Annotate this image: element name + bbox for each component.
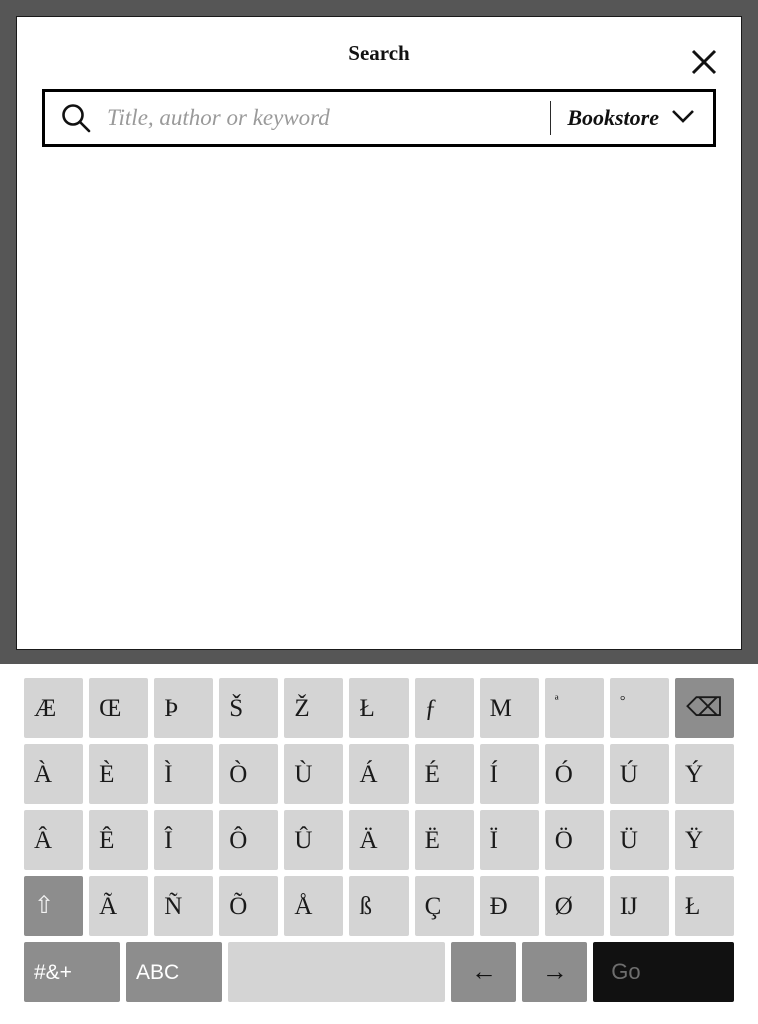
key-e-diaeresis[interactable]: Ë <box>415 810 474 870</box>
key-l-stroke-2[interactable]: Ł <box>675 876 734 936</box>
key-u-acute[interactable]: Ú <box>610 744 669 804</box>
backspace-icon: ⌫ <box>686 693 723 722</box>
key-e-grave[interactable]: È <box>89 744 148 804</box>
key-i-circumflex[interactable]: Î <box>154 810 213 870</box>
key-i-acute[interactable]: Í <box>480 744 539 804</box>
key-o-acute[interactable]: Ó <box>545 744 604 804</box>
search-results-area <box>17 157 741 649</box>
keyboard-row-2 <box>24 744 734 804</box>
key-u-diaeresis[interactable]: Ü <box>610 810 669 870</box>
chevron-down-icon <box>671 108 695 129</box>
dialog-header <box>17 17 741 85</box>
key-o-grave[interactable]: Ò <box>219 744 278 804</box>
search-scope-label: Bookstore <box>567 105 659 130</box>
key-l-stroke[interactable]: Ł <box>349 678 408 738</box>
key-a-diaeresis[interactable]: Ä <box>349 810 408 870</box>
key-thorn[interactable]: Þ <box>154 678 213 738</box>
key-u-circumflex[interactable]: Û <box>284 810 343 870</box>
keyboard-row-4 <box>24 876 734 936</box>
key-a-grave[interactable]: À <box>24 744 83 804</box>
key-u-grave[interactable]: Ù <box>284 744 343 804</box>
page-title: Search <box>348 41 410 65</box>
on-screen-keyboard <box>0 664 758 1024</box>
close-icon[interactable] <box>689 47 719 77</box>
key-e-circumflex[interactable]: Ê <box>89 810 148 870</box>
search-icon <box>45 101 107 135</box>
key-ij[interactable]: Ĳ <box>610 876 669 936</box>
key-z-caron[interactable]: Ž <box>284 678 343 738</box>
keyboard-row-5 <box>24 942 734 1002</box>
key-o-circumflex[interactable]: Ô <box>219 810 278 870</box>
key-eth[interactable]: Ð <box>480 876 539 936</box>
key-ae[interactable]: Æ <box>24 678 83 738</box>
arrow-left-icon: ← <box>470 957 497 986</box>
key-a-circumflex[interactable]: Â <box>24 810 83 870</box>
key-a-acute[interactable]: Á <box>349 744 408 804</box>
key-s-caron[interactable]: Š <box>219 678 278 738</box>
key-e-acute[interactable]: É <box>415 744 474 804</box>
key-symbols[interactable]: #&+ <box>24 942 120 1002</box>
key-eszett[interactable]: ß <box>349 876 408 936</box>
key-florin[interactable]: ƒ <box>415 678 474 738</box>
key-i-grave[interactable]: Ì <box>154 744 213 804</box>
key-oe[interactable]: Œ <box>89 678 148 738</box>
keyboard-row-3 <box>24 810 734 870</box>
key-degree[interactable]: ° <box>610 678 669 738</box>
key-c-cedilla[interactable]: Ç <box>415 876 474 936</box>
key-y-diaeresis[interactable]: Ÿ <box>675 810 734 870</box>
key-y-acute[interactable]: Ý <box>675 744 734 804</box>
search-bar[interactable] <box>42 89 716 147</box>
key-o-stroke[interactable]: Ø <box>545 876 604 936</box>
search-scope-dropdown[interactable] <box>567 105 713 131</box>
key-abc[interactable]: ABC <box>126 942 222 1002</box>
key-shift[interactable] <box>24 876 83 936</box>
search-divider <box>550 101 551 135</box>
key-a-tilde[interactable]: Ã <box>89 876 148 936</box>
key-a-ring[interactable]: Å <box>284 876 343 936</box>
key-arrow-left[interactable] <box>451 942 516 1002</box>
key-space[interactable] <box>228 942 445 1002</box>
key-go[interactable]: Go <box>593 942 734 1002</box>
arrow-right-icon: → <box>541 957 568 986</box>
key-n-tilde[interactable]: Ñ <box>154 876 213 936</box>
key-arrow-right[interactable] <box>522 942 587 1002</box>
shift-icon: ⇧ <box>34 893 55 919</box>
key-o-tilde[interactable]: Õ <box>219 876 278 936</box>
key-m[interactable]: M <box>480 678 539 738</box>
search-dialog <box>16 16 742 650</box>
key-i-diaeresis[interactable]: Ï <box>480 810 539 870</box>
key-o-diaeresis[interactable]: Ö <box>545 810 604 870</box>
key-ordinal-a[interactable]: ª <box>545 678 604 738</box>
keyboard-row-1 <box>24 678 734 738</box>
key-backspace[interactable] <box>675 678 734 738</box>
search-input[interactable] <box>107 98 542 138</box>
